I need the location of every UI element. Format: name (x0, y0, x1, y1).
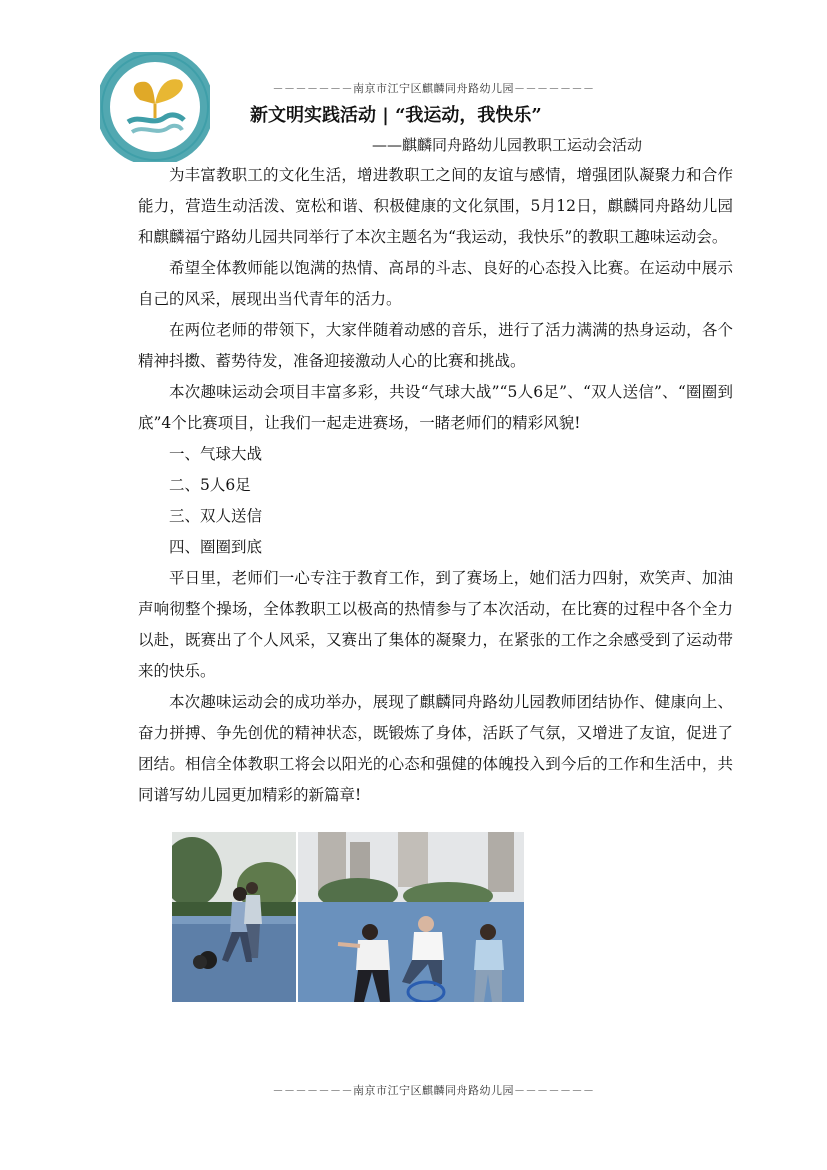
event-item: 二、5人6足 (169, 476, 251, 494)
paragraph: 平日里，老师们一心专注于教育工作，到了赛场上，她们活力四射，欢笑声、加油声响彻整个操场，全体教职工以极高的热情参与了本次活动，在比赛的过程中各个全力以赴，既赛出了个人风采，又赛出了集体的凝聚力，在紧张的工作之余感受到了运动带来的快乐。 (138, 569, 733, 680)
article-body (138, 160, 733, 811)
photo-ring-game (298, 832, 524, 1002)
event-item: 一、气球大战 (169, 445, 263, 463)
paragraph: 本次趣味运动会的成功举办，展现了麒麟同舟路幼儿园教师团结协作、健康向上、奋力拼搏、争先创优的精神状态，既锻炼了身体，活跃了气氛，又增进了友谊，促进了团结。相信全体教职工将会以阳光的心态和强健的体魄投入到今后的工作和生活中，共同谱写幼儿园更加精彩的新篇章! (138, 693, 733, 804)
paragraph: 本次趣味运动会项目丰富多彩，共设“气球大战”“5人6足”、“双人送信”、“圈圈到底”4个比赛项目，让我们一起走进赛场，一睹老师们的精彩风貌! (138, 383, 733, 432)
event-item: 四、圈圈到底 (169, 538, 263, 556)
paragraph: 为丰富教职工的文化生活，增进教职工之间的友谊与感情，增强团队凝聚力和合作能力，营造生动活泼、宽松和谐、积极健康的文化氛围，5月12日，麒麟同舟路幼儿园和麒麟福宁路幼儿园共同举行了本次主题名为“我运动，我快乐”的教职工趣味运动会。 (138, 166, 733, 246)
page-subtitle: ——麒麟同舟路幼儿园教职工运动会活动 (372, 136, 643, 154)
school-logo (100, 52, 210, 162)
paragraph: 希望全体教师能以饱满的热情、高昂的斗志、良好的心态投入比赛。在运动中展示自己的风采，展现出当代青年的活力。 (138, 259, 733, 308)
header-school-line: －－－－－－－南京市江宁区麒麟同舟路幼儿园－－－－－－－ (272, 82, 595, 95)
footer-school-line: －－－－－－－南京市江宁区麒麟同舟路幼儿园－－－－－－－ (272, 1084, 595, 1097)
event-photos (172, 832, 524, 1002)
paragraph: 在两位老师的带领下，大家伴随着动感的音乐，进行了活力满满的热身运动，各个精神抖擞、蓄势待发，准备迎接激动人心的比赛和挑战。 (138, 321, 733, 370)
page-title: 新文明实践活动 | “我运动，我快乐” (250, 105, 542, 126)
photo-balloon-battle (172, 832, 296, 1002)
event-item: 三、双人送信 (169, 507, 263, 525)
